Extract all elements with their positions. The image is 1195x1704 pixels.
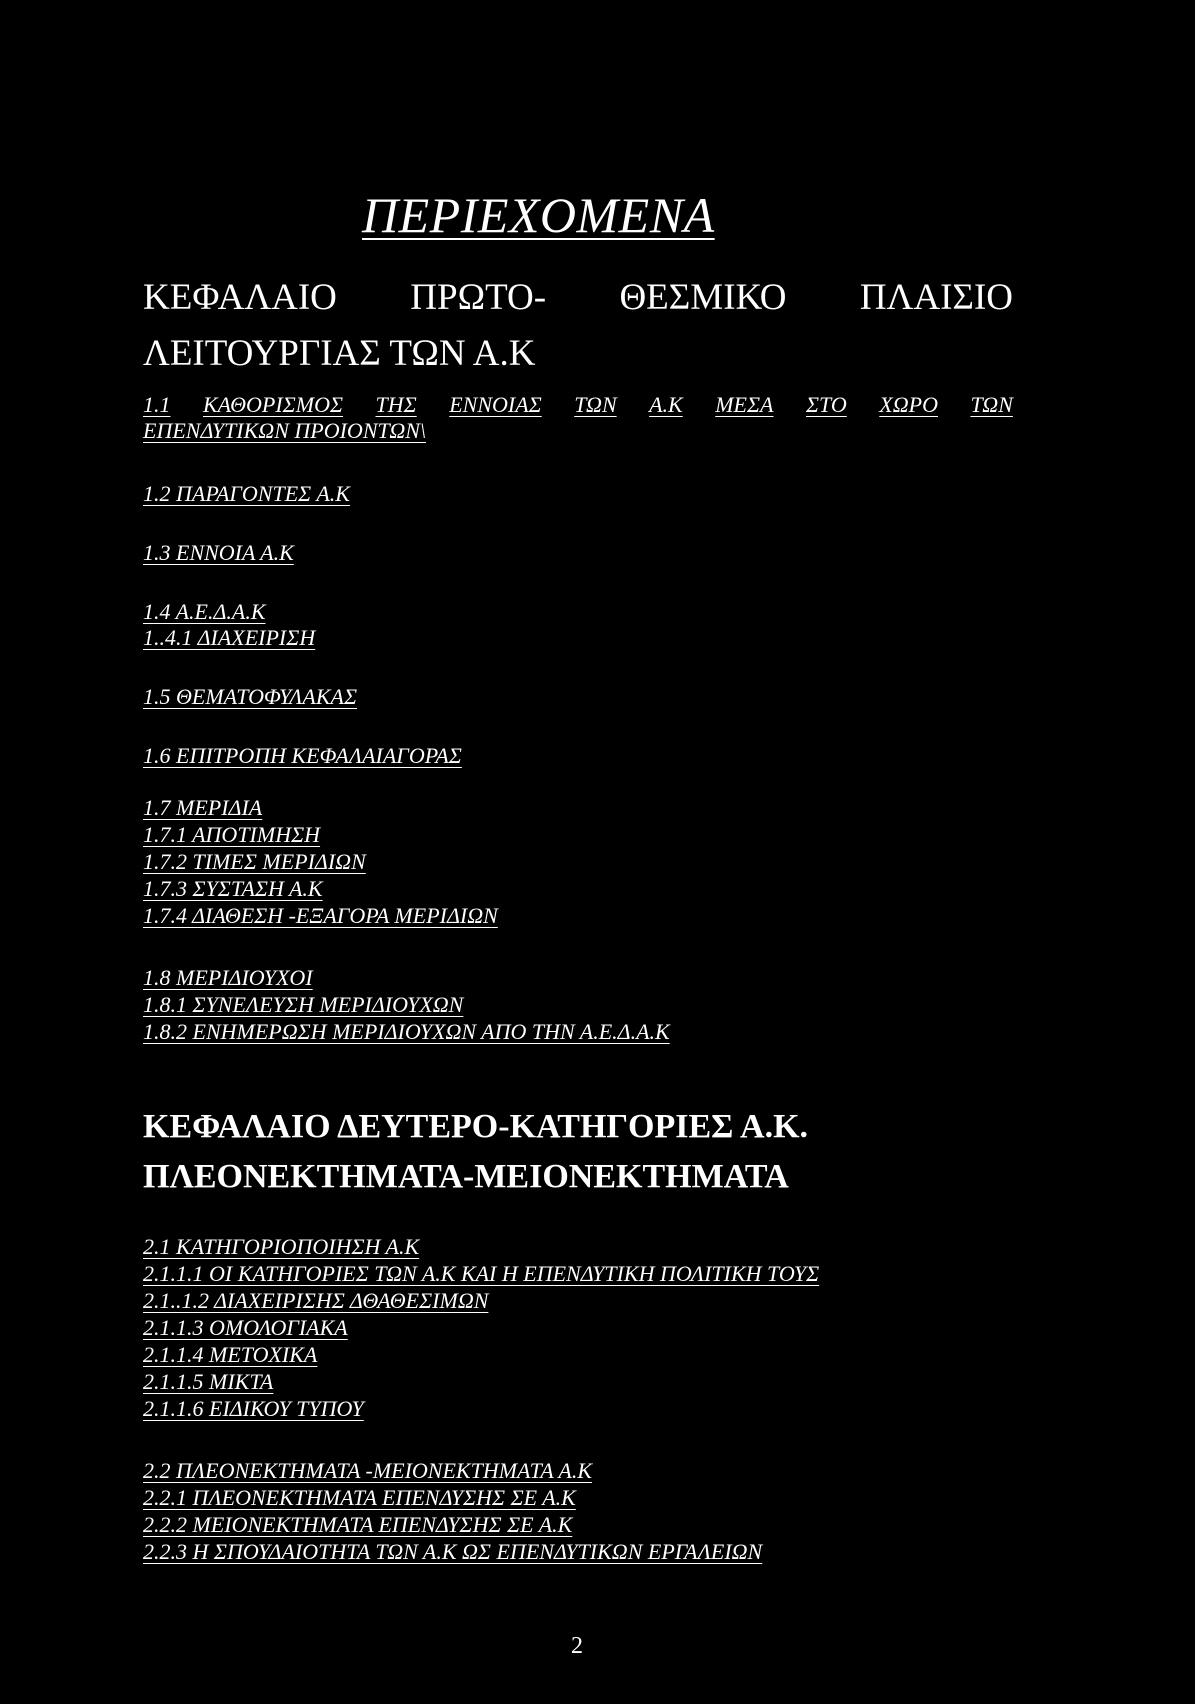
toc-item-2-2-2[interactable]: 2.2.2 ΜΕΙΟΝΕΚΤΗΜΑΤΑ ΕΠΕΝΔΥΣΗΣ ΣΕ Α.Κ <box>143 1512 573 1537</box>
page-number: 2 <box>571 1633 583 1659</box>
toc-word: ΣΤΟ <box>805 392 847 417</box>
toc-item-1-7-4[interactable]: 1.7.4 ΔΙΑΘΕΣΗ -ΕΞΑΓΟΡΑ ΜΕΡΙΔΙΩΝ <box>143 903 498 928</box>
toc-item-1-4-1[interactable]: 1..4.1 ΔΙΑΧΕΙΡΙΣΗ <box>143 625 316 650</box>
toc-word: ΤΗΣ <box>375 392 417 417</box>
toc-item-2-1-1-5[interactable]: 2.1.1.5 ΜΙΚΤΑ <box>143 1369 274 1394</box>
toc-item-1-2[interactable]: 1.2 ΠΑΡΑΓΟΝΤΕΣ Α.Κ <box>143 481 350 506</box>
toc-word: ΕΝΝΟΙΑΣ <box>449 392 542 417</box>
chapter-1-heading-line-1 <box>143 270 1013 326</box>
toc-word: ΚΑΘΟΡΙΣΜΟΣ <box>202 392 344 417</box>
chapter-1-word: ΚΕΦΑΛΑΙΟ <box>143 277 337 318</box>
toc-item-2-2-3[interactable]: 2.2.3 Η ΣΠΟΥΔΑΙΟΤΗΤΑ ΤΩΝ Α.Κ ΩΣ ΕΠΕΝΔΥΤΙΚΩΝ ΕΡΓΑΛΕΙΩΝ <box>143 1539 763 1564</box>
toc-item-1-1[interactable] <box>143 393 1013 417</box>
toc-word: ΤΩΝ <box>574 392 617 417</box>
chapter-1-word: ΠΡΩΤΟ- <box>410 277 547 318</box>
toc-item-1-7-3[interactable]: 1.7.3 ΣΥΣΤΑΣΗ Α.Κ <box>143 876 323 901</box>
toc-item-1-3[interactable]: 1.3 ΕΝΝΟΙΑ Α.Κ <box>143 540 294 565</box>
toc-item-1-4[interactable]: 1.4 Α.Ε.Δ.Α.Κ <box>143 599 266 624</box>
toc-item-1-5[interactable]: 1.5 ΘΕΜΑΤΟΦΥΛΑΚΑΣ <box>143 684 358 709</box>
toc-item-2-1-1-1[interactable]: 2.1.1.1 ΟΙ ΚΑΤΗΓΟΡΙΕΣ ΤΩΝ Α.Κ ΚΑΙ Η ΕΠΕΝΔΥΤΙΚΗ ΠΟΛΙΤΙΚΗ ΤΟΥΣ <box>143 1261 820 1286</box>
toc-item-2-2-1[interactable]: 2.2.1 ΠΛΕΟΝΕΚΤΗΜΑΤΑ ΕΠΕΝΔΥΣΗΣ ΣΕ Α.Κ <box>143 1485 576 1510</box>
toc-word: ΜΕΣΑ <box>715 392 774 417</box>
toc-item-1-7[interactable]: 1.7 ΜΕΡΙΔΙΑ <box>143 795 263 820</box>
toc-item-1-7-1[interactable]: 1.7.1 ΑΠΟΤΙΜΗΣΗ <box>143 822 321 847</box>
chapter-1-word: ΠΛΑΙΣΙΟ <box>859 277 1013 318</box>
toc-item-1-8-1[interactable]: 1.8.1 ΣΥΝΕΛΕΥΣΗ ΜΕΡΙΔΙΟΥΧΩΝ <box>143 992 464 1017</box>
chapter-2-heading-line-1: ΚΕΦΑΛΑΙΟ ΔΕΥΤΕΡΟ-ΚΑΤΗΓΟΡΙΕΣ Α.Κ. <box>143 1108 809 1145</box>
toc-item-2-2[interactable]: 2.2 ΠΛΕΟΝΕΚΤΗΜΑΤΑ -ΜΕΙΟΝΕΚΤΗΜΑΤΑ Α.Κ <box>143 1458 593 1483</box>
toc-item-1-6[interactable]: 1.6 ΕΠΙΤΡΟΠΗ ΚΕΦΑΛΑΙΑΓΟΡΑΣ <box>143 743 462 768</box>
toc-word: ΧΩΡΟ <box>879 392 938 417</box>
chapter-2-heading-line-2: ΠΛΕΟΝΕΚΤΗΜΑΤΑ-ΜΕΙΟΝΕΚΤΗΜΑΤΑ <box>143 1158 789 1195</box>
toc-item-2-1-1-4[interactable]: 2.1.1.4 ΜΕΤΟΧΙΚΑ <box>143 1342 318 1367</box>
toc-item-1-8[interactable]: 1.8 ΜΕΡΙΔΙΟΥΧΟΙ <box>143 965 313 990</box>
toc-item-2-1-1-2[interactable]: 2.1..1.2 ΔΙΑΧΕΙΡΙΣΗΣ ΔΘΑΘΕΣΙΜΩΝ <box>143 1288 489 1313</box>
toc-word: ΤΩΝ <box>970 392 1013 417</box>
toc-word: Α.Κ <box>649 392 683 417</box>
toc-item-1-7-2[interactable]: 1.7.2 ΤΙΜΕΣ ΜΕΡΙΔΙΩΝ <box>143 849 366 874</box>
toc-item-2-1-1-3[interactable]: 2.1.1.3 ΟΜΟΛΟΓΙΑΚΑ <box>143 1315 348 1340</box>
page-title: ΠΕΡΙΕΧΟΜΕΝΑ <box>362 187 715 243</box>
toc-word: 1.1 <box>143 392 171 417</box>
chapter-1-word: ΘΕΣΜΙΚΟ <box>619 277 787 318</box>
toc-item-2-1[interactable]: 2.1 ΚΑΤΗΓΟΡΙΟΠΟΙΗΣΗ Α.Κ <box>143 1234 420 1259</box>
toc-item-1-1-continued[interactable]: ΕΠΕΝΔΥΤΙΚΩΝ ΠΡΟΙΟΝΤΩΝ\ <box>143 418 427 443</box>
chapter-1-heading <box>143 270 1013 382</box>
toc-item-2-1-1-6[interactable]: 2.1.1.6 ΕΙΔΙΚΟΥ ΤΥΠΟΥ <box>143 1396 364 1421</box>
chapter-2-heading <box>143 1102 1013 1202</box>
toc-item-1-8-2[interactable]: 1.8.2 ΕΝΗΜΕΡΩΣΗ ΜΕΡΙΔΙΟΥΧΩΝ ΑΠΟ ΤΗΝ Α.Ε.Δ.Α.Κ <box>143 1019 670 1044</box>
chapter-1-heading-line-2: ΛΕΙΤΟΥΡΓΙΑΣ ΤΩΝ Α.Κ <box>143 333 536 374</box>
